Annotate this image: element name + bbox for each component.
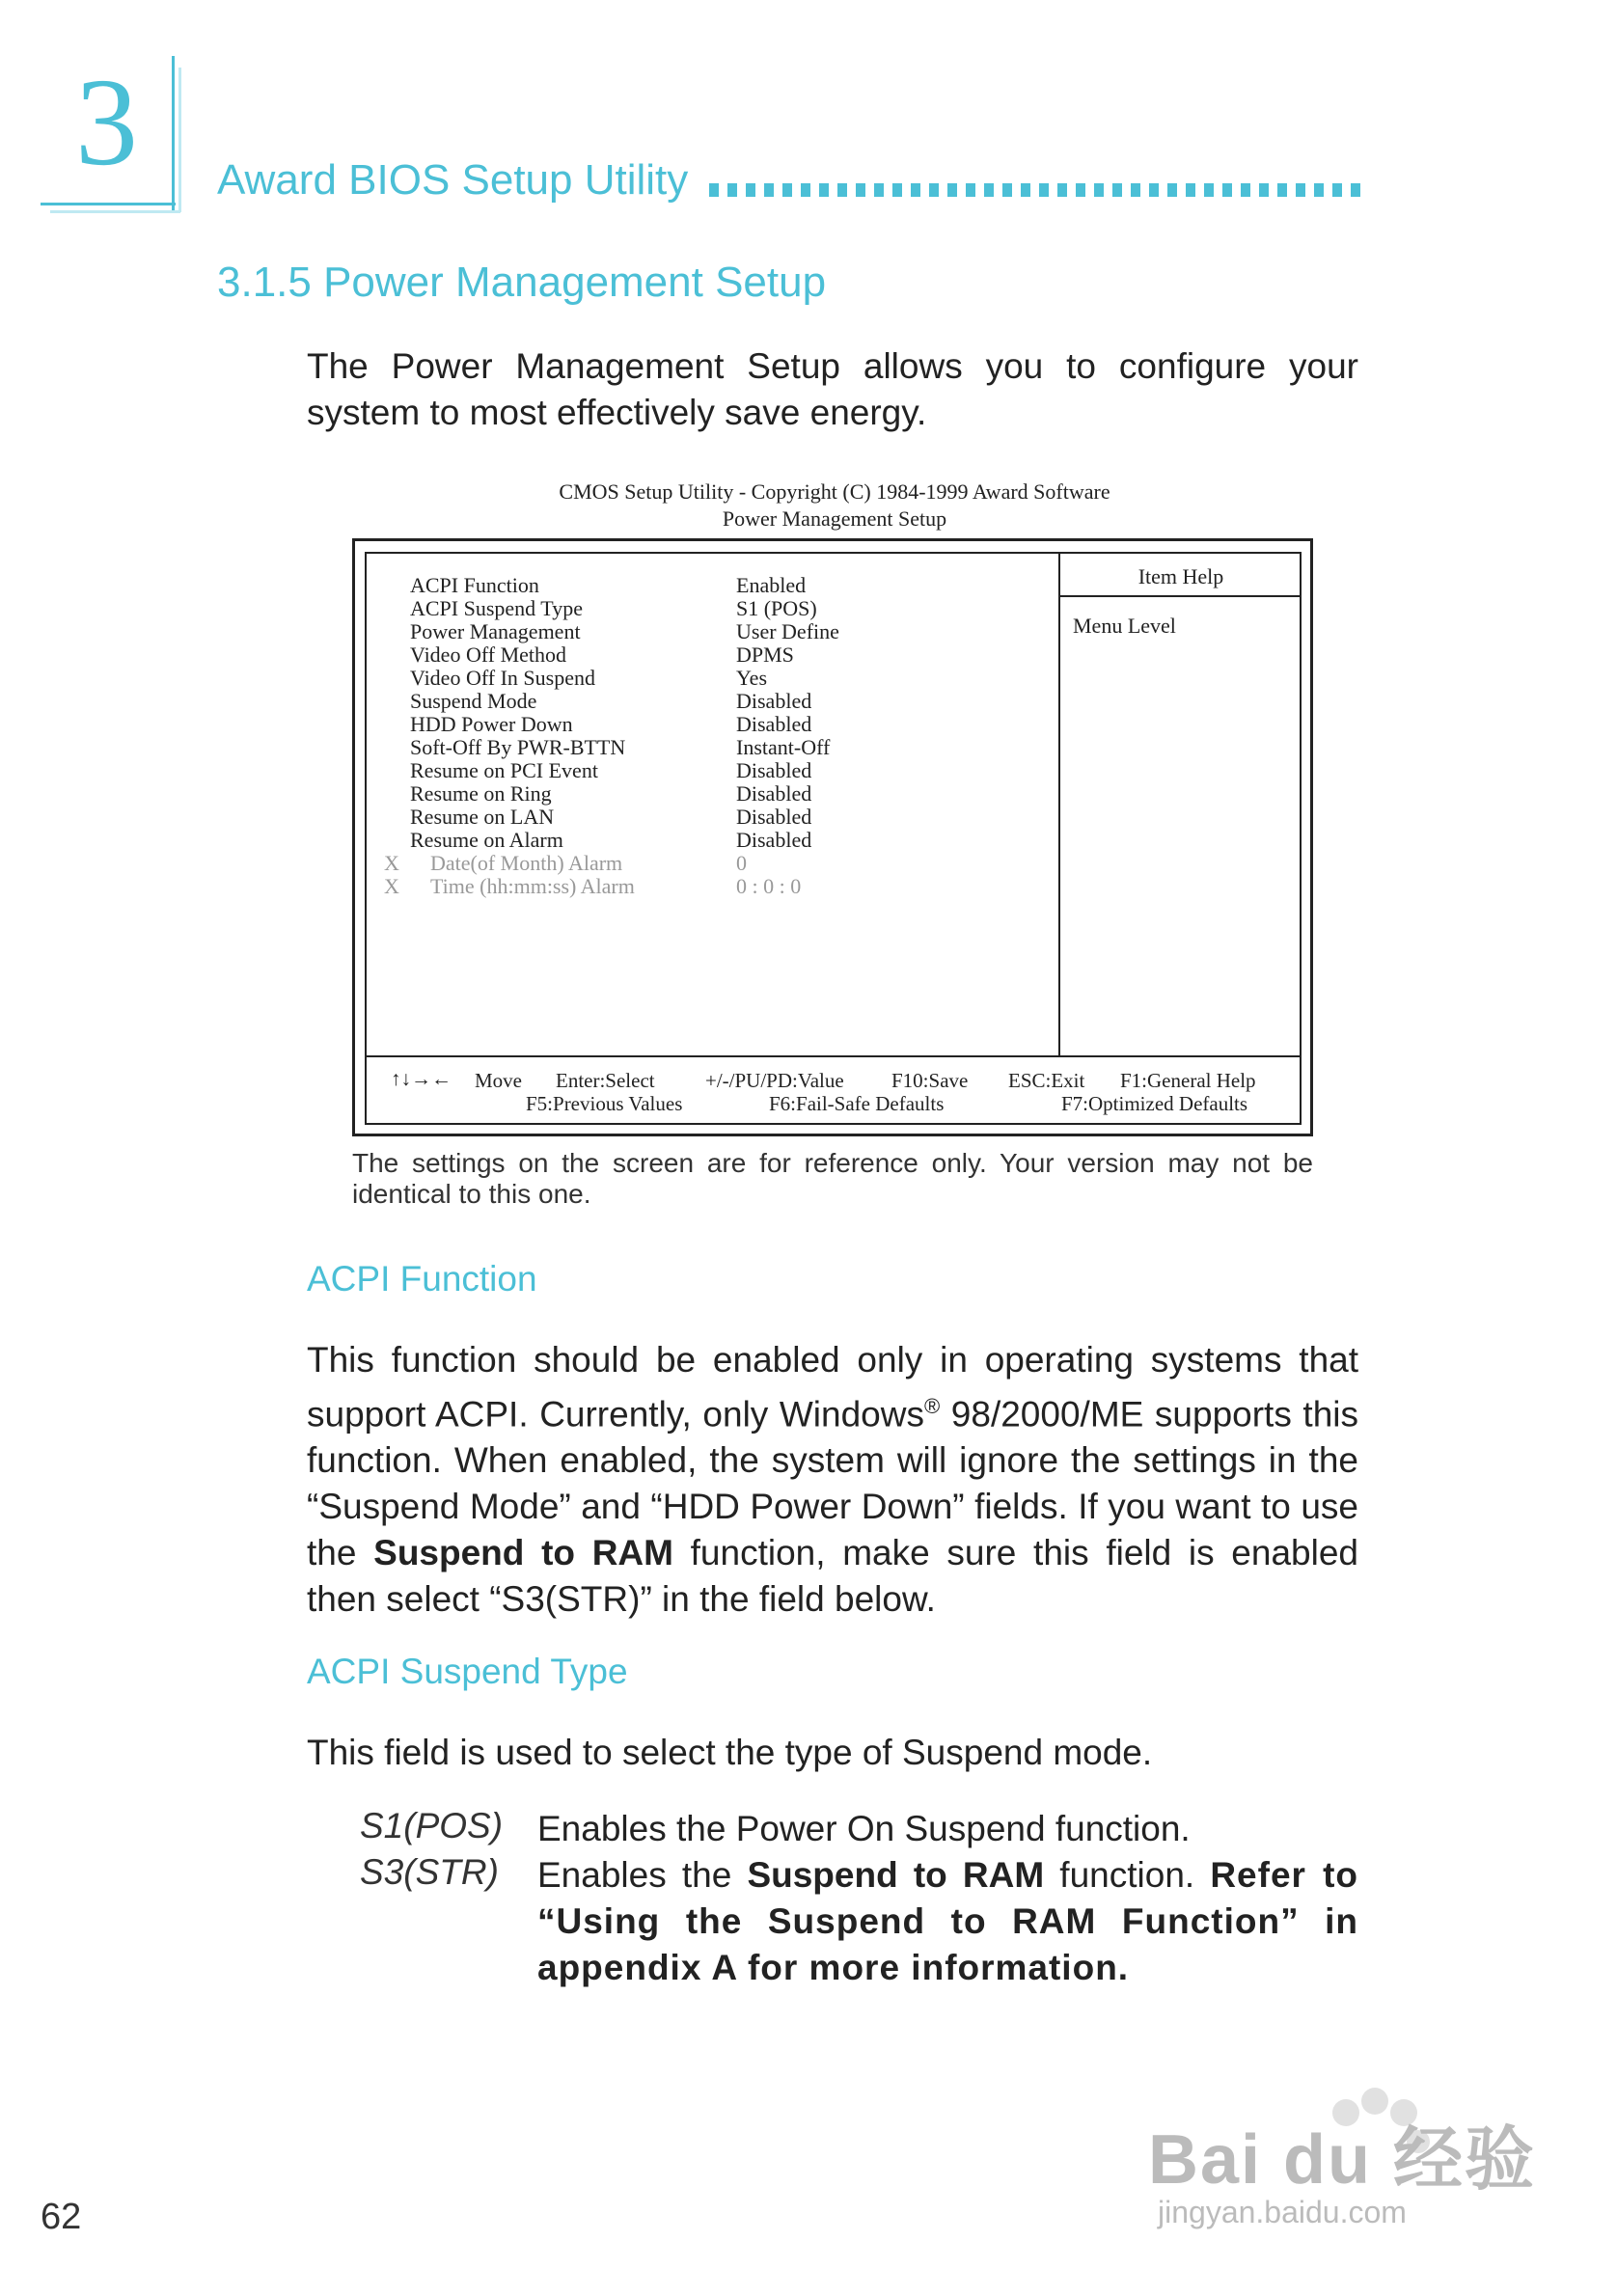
bios-setting-value[interactable]: DPMS [736, 642, 794, 667]
bios-setting-value[interactable]: Disabled [736, 828, 812, 852]
registered-mark: ® [923, 1394, 941, 1418]
item-help-text: Menu Level [1073, 614, 1176, 638]
bios-setting-name: Resume on Ring [410, 781, 552, 806]
option-description [537, 1852, 1358, 1991]
bios-setting-value[interactable]: Disabled [736, 805, 812, 829]
figure-note: The settings on the screen are for reference only. Your version may not be identical to this one. [352, 1148, 1313, 1209]
title-dotted-rule [709, 183, 1360, 197]
acpi-bold-term: Suspend to RAM [373, 1533, 673, 1573]
footer-move: Move [475, 1069, 522, 1092]
bios-setting-value[interactable]: 0 [736, 851, 747, 875]
bios-setting-value[interactable]: Enabled [736, 573, 807, 597]
acpi-function-heading: ACPI Function [307, 1259, 537, 1298]
chapter-title: Award BIOS Setup Utility [217, 156, 689, 204]
option-text: function. [1044, 1855, 1211, 1895]
option-bold-reference: Refer to “Using the Suspend to RAM Function” in appendix A for more information. [537, 1855, 1358, 1987]
bios-setting-value[interactable]: Disabled [736, 781, 812, 806]
acpi-function-description [307, 1337, 1358, 1623]
footer-previous-values: F5:Previous Values [526, 1092, 683, 1115]
option-bold-term: Suspend to RAM [747, 1855, 1045, 1895]
footer-optimized-defaults: F7:Optimized Defaults [1061, 1092, 1248, 1115]
section-title: 3.1.5 Power Management Setup [217, 259, 827, 306]
bios-setting-name: Date(of Month) Alarm [430, 851, 623, 875]
option-key: S3(STR) [360, 1852, 499, 1892]
page-number: 62 [41, 2197, 82, 2237]
chapter-divider-horizontal-shadow [50, 210, 180, 213]
acpi-text-2: 98/2000/ME supports this function. When enabled, the system will ignore the settings in the “Suspend Mode” and “HDD Power Down” fields. If you want to use the [307, 1394, 1358, 1573]
footer-value: +/-/PU/PD:Value [705, 1069, 844, 1092]
bios-setting-name: Resume on LAN [410, 805, 555, 829]
bios-help-divider [1058, 552, 1060, 1055]
bios-footer-divider [365, 1055, 1302, 1057]
bios-setting-value[interactable]: Disabled [736, 689, 812, 713]
bios-help-title-divider [1058, 595, 1302, 597]
bios-setting-name: ACPI Function [410, 573, 539, 597]
acpi-text-1: This function should be enabled only in operating systems that support ACPI. Currently, only Windows [307, 1340, 1358, 1435]
bios-setting-value[interactable]: Disabled [736, 758, 812, 782]
option-description: Enables the Power On Suspend function. [537, 1809, 1191, 1848]
bios-setting-name: Time (hh:mm:ss) Alarm [430, 874, 635, 898]
watermark-url: jingyan.baidu.com [1158, 2195, 1407, 2229]
acpi-suspend-type-description: This field is used to select the type of Suspend mode. [307, 1733, 1153, 1772]
bios-setting-name: ACPI Suspend Type [410, 596, 583, 620]
bios-setting-value[interactable]: User Define [736, 619, 839, 643]
bios-setting-name: Video Off In Suspend [410, 666, 595, 690]
bios-setting-name: Resume on Alarm [410, 828, 563, 852]
acpi-suspend-type-heading: ACPI Suspend Type [307, 1652, 628, 1691]
bios-header-line1: CMOS Setup Utility - Copyright (C) 1984-1999 Award Software [559, 479, 1110, 504]
bios-setting-value[interactable]: Yes [736, 666, 768, 690]
footer-exit: ESC:Exit [1008, 1069, 1085, 1092]
section-intro: The Power Management Setup allows you to configure your system to most effectively save energy. [307, 346, 1358, 432]
chapter-divider-vertical [172, 56, 175, 210]
option-key: S1(POS) [360, 1806, 504, 1845]
bios-setting-name: Video Off Method [410, 642, 567, 667]
footer-failsafe-defaults: F6:Fail-Safe Defaults [769, 1092, 945, 1115]
option-text: Enables the [537, 1855, 748, 1895]
chapter-divider-horizontal [41, 203, 176, 205]
bios-setting-value[interactable]: Instant-Off [736, 735, 831, 759]
bios-setting-value[interactable]: S1 (POS) [736, 596, 817, 620]
bios-setting-name: HDD Power Down [410, 712, 573, 736]
disabled-marker: X [384, 851, 399, 875]
chapter-divider-vertical-shadow [178, 68, 181, 212]
bios-setting-value[interactable]: 0 : 0 : 0 [736, 874, 802, 898]
bios-setting-name: Soft-Off By PWR-BTTN [410, 735, 626, 759]
watermark-brand: Bai du 经验 [1148, 2121, 1537, 2199]
bios-setting-name: Power Management [410, 619, 581, 643]
bios-setting-name: Suspend Mode [410, 689, 537, 713]
bios-setting-value[interactable]: Disabled [736, 712, 812, 736]
footer-enter-select: Enter:Select [556, 1069, 655, 1092]
item-help-title: Item Help [1137, 564, 1224, 588]
chapter-number: 3 [75, 53, 138, 192]
footer-general-help: F1:General Help [1120, 1069, 1256, 1092]
footer-save: F10:Save [891, 1069, 969, 1092]
bios-header [289, 478, 1380, 533]
acpi-text-3: function, make sure this field is enabled then select “S3(STR)” in the field below. [307, 1533, 1358, 1620]
bios-header-line2: Power Management Setup [722, 506, 947, 531]
bios-setting-name: Resume on PCI Event [410, 758, 598, 782]
arrow-keys-icon: ↑↓→← [391, 1067, 452, 1090]
disabled-marker: X [384, 874, 399, 898]
